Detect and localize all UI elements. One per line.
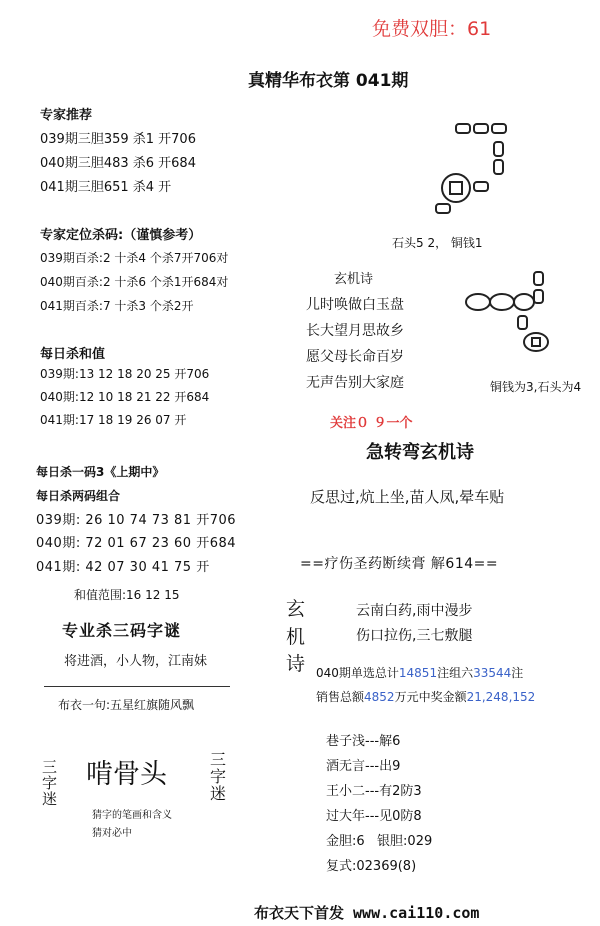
xuanji-line: 伤口拉伤,三七敷腿 <box>356 628 473 644</box>
stones-coins-figure <box>430 118 550 228</box>
position-kill-line: 041期百杀:7 十杀3 个杀2开 <box>40 299 194 313</box>
poem-line: 长大望月思故乡 <box>306 323 404 339</box>
poem-heading: 玄机诗 <box>334 272 374 287</box>
clue-line: 巷子浅---解6 <box>326 734 401 749</box>
divider <box>44 686 230 687</box>
xuanji-line: 云南白药,雨中漫步 <box>356 603 473 619</box>
riddle-title: 专业杀三码字谜 <box>62 621 182 640</box>
daily-one-heading: 每日杀一码3《上期中》 <box>36 465 165 479</box>
clue-line: 酒无言---出9 <box>326 759 401 774</box>
daily-two-line: 040期: 72 01 67 23 60 开684 <box>36 536 237 551</box>
page-title: 真精华布衣第 041期 <box>248 71 409 91</box>
coin-icon <box>442 174 470 202</box>
sales-line-2: 销售总额4852万元中奖金额21,248,152 <box>316 690 536 704</box>
daily-sum-line: 041期:17 18 19 26 07 开 <box>40 413 187 427</box>
coin-icon <box>524 333 548 351</box>
stone-icon <box>534 290 543 303</box>
gold-silver-line: 金胆:6 银胆:029 <box>326 834 433 849</box>
expert-line: 041期三胆651 杀4 开 <box>40 180 172 195</box>
multi-line: 复式:02369(8) <box>326 859 417 874</box>
coins-stones-figure <box>462 266 572 376</box>
expert-line: 039期三胆359 杀1 开706 <box>40 132 196 147</box>
daily-sum-line: 040期:12 10 18 21 22 开684 <box>40 390 210 404</box>
side-label-left: 三 字 迷 <box>42 758 58 808</box>
poem-line: 无声告别大家庭 <box>306 375 404 391</box>
riddle-word: 啃骨头 <box>86 759 167 790</box>
buyi-line: 布衣一句:五星红旗随风飘 <box>58 698 195 712</box>
riddle-content: 将进酒，小人物，江南妹 <box>64 654 208 669</box>
daily-two-line: 039期: 26 10 74 73 81 开706 <box>36 513 237 528</box>
stone-icon <box>474 182 488 191</box>
stone-icon <box>494 160 503 174</box>
stone-icon <box>534 272 543 285</box>
position-kill-heading: 专家定位杀码:（谨慎参考） <box>40 228 202 243</box>
figure1-caption: 石头5 2， 铜钱1 <box>392 236 483 250</box>
stone-icon <box>456 124 470 133</box>
expert-heading: 专家推荐 <box>40 108 93 123</box>
turn-content: 反思过,炕上坐,苗人凤,晕车贴 <box>310 488 505 506</box>
daily-sum-heading: 每日杀和值 <box>40 347 106 362</box>
coin-icon <box>490 294 514 310</box>
daily-two-line: 041期: 42 07 30 41 75 开 <box>36 560 210 575</box>
poem-line: 愿父母长命百岁 <box>306 349 404 365</box>
hint-line: 猜字的笔画和含义 <box>92 810 172 821</box>
sum-range: 和值范围:16 12 15 <box>74 588 180 602</box>
stone-icon <box>436 204 450 213</box>
stone-icon <box>492 124 506 133</box>
position-kill-line: 040期百杀:2 十杀6 个杀1开684对 <box>40 275 229 289</box>
stone-icon <box>494 142 503 156</box>
clue-line: 王小二---有2防3 <box>326 784 422 799</box>
daily-sum-line: 039期:13 12 18 20 25 开706 <box>40 367 210 381</box>
poem-line: 儿时唤做白玉盘 <box>306 297 404 313</box>
coin-icon <box>466 294 490 310</box>
footer-text: 布衣天下首发 www.cai110.com <box>254 904 480 922</box>
free-double-label: 免费双胆：61 <box>372 18 492 40</box>
xuanji-vertical: 玄 机 诗 <box>286 598 306 676</box>
turn-title: 急转弯玄机诗 <box>366 442 474 463</box>
sales-line-1: 040期单选总计14851注组六33544注 <box>316 666 524 680</box>
position-kill-line: 039期百杀:2 十杀4 个杀7开706对 <box>40 251 229 265</box>
figure2-caption: 铜钱为3,石头为4 <box>490 380 582 394</box>
remedy-text: ==疗伤圣药断续膏 解614== <box>300 556 499 572</box>
daily-two-heading: 每日杀两码组合 <box>36 489 121 503</box>
stone-icon <box>518 316 527 329</box>
expert-line: 040期三胆483 杀6 开684 <box>40 156 196 171</box>
stone-icon <box>474 124 488 133</box>
clue-line: 过大年---见0防8 <box>326 809 422 824</box>
side-label-right: 三 字 迷 <box>210 750 227 803</box>
hint-line: 猜对必中 <box>92 828 132 839</box>
coin-icon <box>514 294 534 310</box>
follow-label: 关注０ ９一个 <box>330 416 413 431</box>
